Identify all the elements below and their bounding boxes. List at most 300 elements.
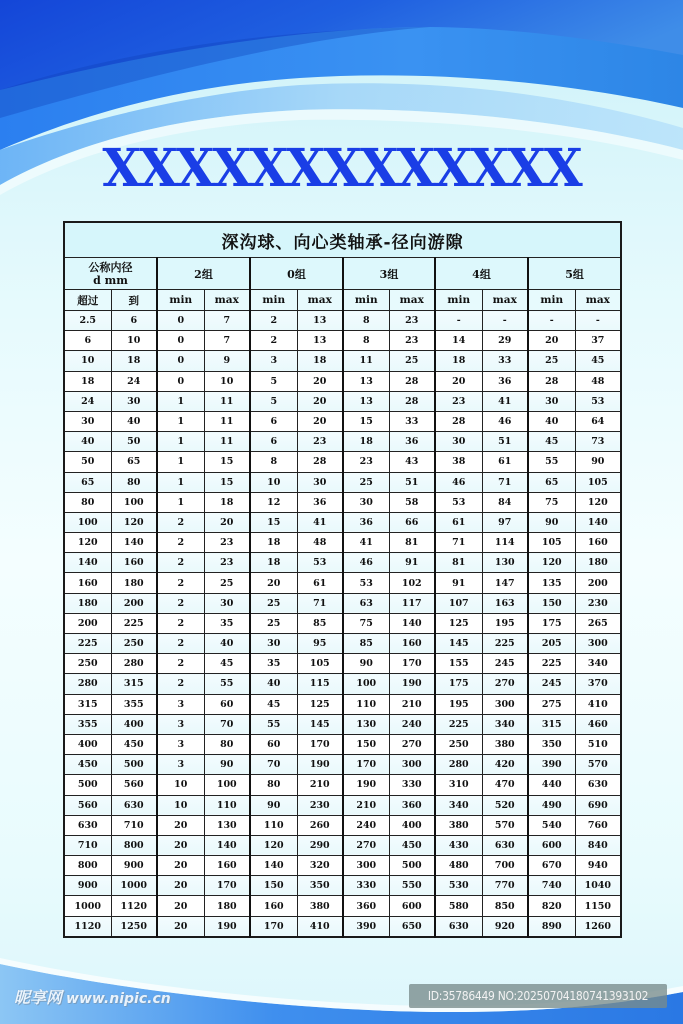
cell-bore-to: 710 (111, 815, 157, 835)
cell-g2-min: 1 (157, 432, 204, 452)
table-row (64, 472, 621, 492)
cell-g2-min: 0 (157, 351, 204, 371)
cell-g0-min: 55 (250, 714, 297, 734)
cell-g4-max: 33 (482, 351, 528, 371)
cell-g2-min: 1 (157, 391, 204, 411)
cell-g3-max: 550 (389, 876, 435, 896)
cell-g5-max: 37 (575, 331, 621, 351)
cell-g4-min: 250 (435, 734, 482, 754)
cell-g4-max: 300 (482, 694, 528, 714)
cell-g5-max: 265 (575, 613, 621, 633)
cell-g5-min: 135 (528, 573, 575, 593)
cell-g2-max: 25 (204, 573, 250, 593)
cell-g3-min: 270 (343, 835, 389, 855)
cell-g0-min: 6 (250, 432, 297, 452)
watermark-logo-text: 昵享网 (14, 988, 63, 1007)
cell-g4-max: 97 (482, 512, 528, 532)
cell-g2-min: 3 (157, 734, 204, 754)
cell-g0-max: 115 (297, 674, 343, 694)
cell-bore-over: 900 (64, 876, 111, 896)
cell-g4-min: 53 (435, 492, 482, 512)
cell-g3-max: 23 (389, 311, 435, 331)
cell-g5-max: 105 (575, 472, 621, 492)
cell-g5-min: 440 (528, 775, 575, 795)
cell-g3-max: 81 (389, 533, 435, 553)
cell-g0-max: 30 (297, 472, 343, 492)
cell-g2-max: 80 (204, 734, 250, 754)
cell-g3-max: 58 (389, 492, 435, 512)
cell-bore-over: 200 (64, 613, 111, 633)
cell-g2-min: 1 (157, 452, 204, 472)
table-row (64, 795, 621, 815)
cell-g2-max: 130 (204, 815, 250, 835)
table-row (64, 654, 621, 674)
cell-g3-max: 160 (389, 634, 435, 654)
cell-g4-max: 130 (482, 553, 528, 573)
cell-g3-max: 66 (389, 512, 435, 532)
cell-g0-max: 53 (297, 553, 343, 573)
cell-g5-min: 275 (528, 694, 575, 714)
cell-g0-max: 85 (297, 613, 343, 633)
to-header: 到 (111, 290, 157, 311)
cell-g2-min: 3 (157, 714, 204, 734)
cell-g4-min: 280 (435, 755, 482, 775)
cell-g0-max: 95 (297, 634, 343, 654)
cell-g3-min: 46 (343, 553, 389, 573)
cell-g0-min: 3 (250, 351, 297, 371)
cell-g2-max: 35 (204, 613, 250, 633)
cell-bore-to: 120 (111, 512, 157, 532)
cell-g4-min: 175 (435, 674, 482, 694)
cell-g4-max: 570 (482, 815, 528, 835)
cell-bore-to: 250 (111, 634, 157, 654)
cell-g0-max: 170 (297, 734, 343, 754)
cell-g0-max: 105 (297, 654, 343, 674)
cell-g3-max: 140 (389, 613, 435, 633)
cell-g5-min: 40 (528, 411, 575, 431)
cell-g5-max: 160 (575, 533, 621, 553)
cell-g5-max: 64 (575, 411, 621, 431)
cell-g0-min: 8 (250, 452, 297, 472)
nominal-bore-header (64, 258, 157, 290)
cell-g3-min: 8 (343, 331, 389, 351)
cell-g4-max: 41 (482, 391, 528, 411)
cell-g0-max: 48 (297, 533, 343, 553)
cell-g2-min: 20 (157, 876, 204, 896)
cell-bore-over: 24 (64, 391, 111, 411)
cell-g5-max: 1260 (575, 916, 621, 937)
cell-g0-min: 12 (250, 492, 297, 512)
cell-g3-min: 18 (343, 432, 389, 452)
cell-g5-max: 53 (575, 391, 621, 411)
cell-g0-min: 2 (250, 331, 297, 351)
cell-g4-max: 71 (482, 472, 528, 492)
cell-g4-max: 700 (482, 856, 528, 876)
cell-g3-max: 650 (389, 916, 435, 937)
cell-g5-max: 370 (575, 674, 621, 694)
table-row (64, 734, 621, 754)
cell-g5-min: - (528, 311, 575, 331)
cell-bore-to: 1000 (111, 876, 157, 896)
cell-g5-min: 890 (528, 916, 575, 937)
cell-g2-min: 2 (157, 512, 204, 532)
cell-g5-min: 350 (528, 734, 575, 754)
cell-bore-over: 450 (64, 755, 111, 775)
cell-g3-max: 36 (389, 432, 435, 452)
cell-g0-min: 18 (250, 553, 297, 573)
cell-g5-max: 840 (575, 835, 621, 855)
cell-g0-max: 210 (297, 775, 343, 795)
cell-g4-min: 225 (435, 714, 482, 734)
cell-g3-max: 28 (389, 391, 435, 411)
cell-g4-min: 61 (435, 512, 482, 532)
cell-g4-min: 630 (435, 916, 482, 937)
cell-bore-to: 18 (111, 351, 157, 371)
cell-bore-to: 900 (111, 856, 157, 876)
cell-g5-min: 490 (528, 795, 575, 815)
cell-g4-min: 125 (435, 613, 482, 633)
cell-g3-max: 450 (389, 835, 435, 855)
cell-g3-max: 270 (389, 734, 435, 754)
cell-g4-min: 107 (435, 593, 482, 613)
cell-bore-to: 500 (111, 755, 157, 775)
table-row (64, 896, 621, 916)
cell-g0-min: 25 (250, 593, 297, 613)
cell-bore-over: 1000 (64, 896, 111, 916)
cell-bore-to: 50 (111, 432, 157, 452)
cell-g0-max: 350 (297, 876, 343, 896)
cell-bore-to: 1250 (111, 916, 157, 937)
cell-g5-max: 90 (575, 452, 621, 472)
cell-g5-min: 120 (528, 553, 575, 573)
poster-title: XXXXXXXXXXXXX (102, 136, 581, 199)
cell-bore-to: 280 (111, 654, 157, 674)
cell-g3-min: 390 (343, 916, 389, 937)
cell-g0-max: 320 (297, 856, 343, 876)
cell-g0-max: 13 (297, 331, 343, 351)
cell-bore-to: 80 (111, 472, 157, 492)
cell-g3-max: 33 (389, 411, 435, 431)
table-row (64, 553, 621, 573)
cell-g0-max: 71 (297, 593, 343, 613)
cell-g2-max: 15 (204, 452, 250, 472)
cell-g2-max: 20 (204, 512, 250, 532)
nominal-bore-unit: d mm (93, 273, 128, 287)
cell-g5-min: 20 (528, 331, 575, 351)
cell-g4-max: 225 (482, 634, 528, 654)
cell-bore-to: 24 (111, 371, 157, 391)
cell-g0-min: 170 (250, 916, 297, 937)
cell-g0-max: 41 (297, 512, 343, 532)
cell-bore-over: 315 (64, 694, 111, 714)
cell-bore-to: 6 (111, 311, 157, 331)
cell-g5-min: 600 (528, 835, 575, 855)
group-header-0: 0组 (250, 258, 343, 290)
table-row (64, 432, 621, 452)
cell-g0-max: 410 (297, 916, 343, 937)
cell-g5-min: 670 (528, 856, 575, 876)
table-row (64, 876, 621, 896)
cell-g0-max: 380 (297, 896, 343, 916)
cell-g5-min: 30 (528, 391, 575, 411)
cell-bore-to: 160 (111, 553, 157, 573)
cell-g0-max: 125 (297, 694, 343, 714)
cell-g4-max: - (482, 311, 528, 331)
cell-g2-min: 0 (157, 311, 204, 331)
group-header-5: 5组 (528, 258, 621, 290)
table-row (64, 391, 621, 411)
group-header-3: 3组 (343, 258, 435, 290)
table-row (64, 411, 621, 431)
cell-bore-over: 1120 (64, 916, 111, 937)
cell-g3-min: 53 (343, 573, 389, 593)
cell-g5-max: 48 (575, 371, 621, 391)
cell-g4-min: 195 (435, 694, 482, 714)
cell-bore-over: 80 (64, 492, 111, 512)
cell-g3-min: 8 (343, 311, 389, 331)
cell-g2-max: 11 (204, 411, 250, 431)
cell-g3-min: 13 (343, 391, 389, 411)
watermark-url: www.nipic.cn (66, 991, 171, 1007)
cell-g0-min: 90 (250, 795, 297, 815)
cell-g5-max: 460 (575, 714, 621, 734)
cell-g2-min: 0 (157, 331, 204, 351)
table-row (64, 613, 621, 633)
max-header: max (297, 290, 343, 311)
cell-g0-min: 35 (250, 654, 297, 674)
cell-g4-min: 155 (435, 654, 482, 674)
table-title: 深沟球、向心类轴承-径向游隙 (64, 222, 621, 258)
max-header: max (204, 290, 250, 311)
cell-g5-max: 570 (575, 755, 621, 775)
cell-g3-min: 300 (343, 856, 389, 876)
watermark-id-badge: ID:35786449 NO:20250704180741393102 (409, 984, 667, 1008)
cell-g0-min: 30 (250, 634, 297, 654)
cell-g4-min: 71 (435, 533, 482, 553)
cell-g2-min: 2 (157, 674, 204, 694)
cell-g3-min: 150 (343, 734, 389, 754)
cell-bore-to: 180 (111, 573, 157, 593)
cell-bore-to: 315 (111, 674, 157, 694)
cell-g5-min: 28 (528, 371, 575, 391)
cell-g5-min: 390 (528, 755, 575, 775)
cell-g5-max: 300 (575, 634, 621, 654)
cell-g4-max: 195 (482, 613, 528, 633)
cell-g2-max: 18 (204, 492, 250, 512)
cell-g0-min: 40 (250, 674, 297, 694)
min-header: min (343, 290, 389, 311)
cell-bore-to: 560 (111, 775, 157, 795)
cell-g0-min: 6 (250, 411, 297, 431)
cell-g5-min: 225 (528, 654, 575, 674)
cell-g4-max: 420 (482, 755, 528, 775)
cell-g2-max: 190 (204, 916, 250, 937)
cell-g4-max: 46 (482, 411, 528, 431)
table-row (64, 775, 621, 795)
cell-bore-to: 225 (111, 613, 157, 633)
cell-g0-max: 260 (297, 815, 343, 835)
cell-g4-max: 51 (482, 432, 528, 452)
cell-g4-min: 23 (435, 391, 482, 411)
cell-g2-min: 1 (157, 411, 204, 431)
cell-g4-max: 270 (482, 674, 528, 694)
cell-g2-min: 2 (157, 553, 204, 573)
cell-g3-min: 75 (343, 613, 389, 633)
cell-g2-min: 3 (157, 755, 204, 775)
cell-g4-min: 310 (435, 775, 482, 795)
cell-bore-over: 560 (64, 795, 111, 815)
cell-bore-over: 30 (64, 411, 111, 431)
cell-g4-min: 14 (435, 331, 482, 351)
cell-g0-min: 20 (250, 573, 297, 593)
table-row (64, 533, 621, 553)
cell-g0-max: 36 (297, 492, 343, 512)
cell-g2-min: 3 (157, 694, 204, 714)
table-body (64, 311, 621, 937)
cell-g2-min: 10 (157, 775, 204, 795)
table-row (64, 512, 621, 532)
cell-g3-max: 102 (389, 573, 435, 593)
cell-bore-over: 225 (64, 634, 111, 654)
cell-g3-min: 360 (343, 896, 389, 916)
cell-g5-min: 820 (528, 896, 575, 916)
cell-g5-max: 180 (575, 553, 621, 573)
cell-g4-min: 28 (435, 411, 482, 431)
cell-g3-min: 85 (343, 634, 389, 654)
cell-bore-over: 18 (64, 371, 111, 391)
cell-bore-over: 65 (64, 472, 111, 492)
cell-bore-over: 40 (64, 432, 111, 452)
cell-g3-max: 43 (389, 452, 435, 472)
cell-g4-max: 245 (482, 654, 528, 674)
cell-bore-to: 355 (111, 694, 157, 714)
cell-g2-max: 23 (204, 533, 250, 553)
cell-g0-min: 5 (250, 391, 297, 411)
cell-g5-max: 45 (575, 351, 621, 371)
cell-g0-min: 140 (250, 856, 297, 876)
cell-g0-max: 28 (297, 452, 343, 472)
group-header-2: 2组 (157, 258, 250, 290)
cell-bore-over: 710 (64, 835, 111, 855)
cell-g2-min: 20 (157, 815, 204, 835)
cell-g2-max: 40 (204, 634, 250, 654)
cell-g4-max: 630 (482, 835, 528, 855)
cell-g3-max: 91 (389, 553, 435, 573)
cell-g4-min: 145 (435, 634, 482, 654)
table-row (64, 311, 621, 331)
cell-g5-min: 150 (528, 593, 575, 613)
cell-g4-max: 470 (482, 775, 528, 795)
cell-g3-min: 210 (343, 795, 389, 815)
table-row (64, 351, 621, 371)
cell-g4-min: 530 (435, 876, 482, 896)
cell-g3-min: 41 (343, 533, 389, 553)
cell-bore-over: 180 (64, 593, 111, 613)
cell-g2-max: 180 (204, 896, 250, 916)
cell-g3-min: 100 (343, 674, 389, 694)
cell-g3-min: 130 (343, 714, 389, 734)
cell-g3-min: 15 (343, 411, 389, 431)
cell-g0-min: 25 (250, 613, 297, 633)
cell-g4-max: 163 (482, 593, 528, 613)
table-row (64, 815, 621, 835)
cell-g0-min: 150 (250, 876, 297, 896)
cell-g0-max: 190 (297, 755, 343, 775)
cell-bore-to: 30 (111, 391, 157, 411)
cell-g0-min: 80 (250, 775, 297, 795)
cell-g0-min: 10 (250, 472, 297, 492)
cell-g3-min: 30 (343, 492, 389, 512)
cell-g3-max: 117 (389, 593, 435, 613)
cell-g2-max: 23 (204, 553, 250, 573)
cell-g5-max: 1150 (575, 896, 621, 916)
cell-g2-max: 7 (204, 311, 250, 331)
cell-g3-max: 25 (389, 351, 435, 371)
cell-g0-max: 20 (297, 391, 343, 411)
cell-g0-max: 61 (297, 573, 343, 593)
cell-g4-min: 30 (435, 432, 482, 452)
cell-bore-over: 120 (64, 533, 111, 553)
cell-g4-max: 770 (482, 876, 528, 896)
cell-g3-max: 170 (389, 654, 435, 674)
cell-bore-over: 50 (64, 452, 111, 472)
cell-g4-min: 480 (435, 856, 482, 876)
cell-g0-min: 160 (250, 896, 297, 916)
cell-g3-max: 300 (389, 755, 435, 775)
cell-bore-to: 40 (111, 411, 157, 431)
cell-g5-min: 75 (528, 492, 575, 512)
cell-g5-max: 760 (575, 815, 621, 835)
cell-bore-to: 200 (111, 593, 157, 613)
table-row (64, 573, 621, 593)
cell-g5-max: 410 (575, 694, 621, 714)
cell-g0-min: 15 (250, 512, 297, 532)
cell-g0-min: 5 (250, 371, 297, 391)
table-row (64, 714, 621, 734)
cell-g0-min: 120 (250, 835, 297, 855)
cell-g5-max: 200 (575, 573, 621, 593)
table-row (64, 674, 621, 694)
cell-bore-to: 630 (111, 795, 157, 815)
cell-g3-min: 90 (343, 654, 389, 674)
table-row (64, 755, 621, 775)
cell-g2-min: 1 (157, 492, 204, 512)
cell-g3-max: 600 (389, 896, 435, 916)
cell-g3-max: 51 (389, 472, 435, 492)
table-row (64, 452, 621, 472)
cell-bore-over: 400 (64, 734, 111, 754)
cell-g5-min: 175 (528, 613, 575, 633)
cell-g2-max: 160 (204, 856, 250, 876)
cell-g0-min: 70 (250, 755, 297, 775)
min-header: min (435, 290, 482, 311)
cell-g2-min: 2 (157, 654, 204, 674)
cell-bore-over: 280 (64, 674, 111, 694)
radial-clearance-table (63, 221, 622, 938)
watermark-logo (14, 985, 171, 1008)
cell-g3-max: 28 (389, 371, 435, 391)
cell-g3-min: 11 (343, 351, 389, 371)
cell-bore-to: 10 (111, 331, 157, 351)
cell-bore-over: 140 (64, 553, 111, 573)
cell-g3-min: 240 (343, 815, 389, 835)
cell-g3-min: 23 (343, 452, 389, 472)
cell-g2-max: 15 (204, 472, 250, 492)
cell-bore-to: 400 (111, 714, 157, 734)
cell-g3-max: 210 (389, 694, 435, 714)
cell-g0-max: 13 (297, 311, 343, 331)
cell-g2-max: 110 (204, 795, 250, 815)
